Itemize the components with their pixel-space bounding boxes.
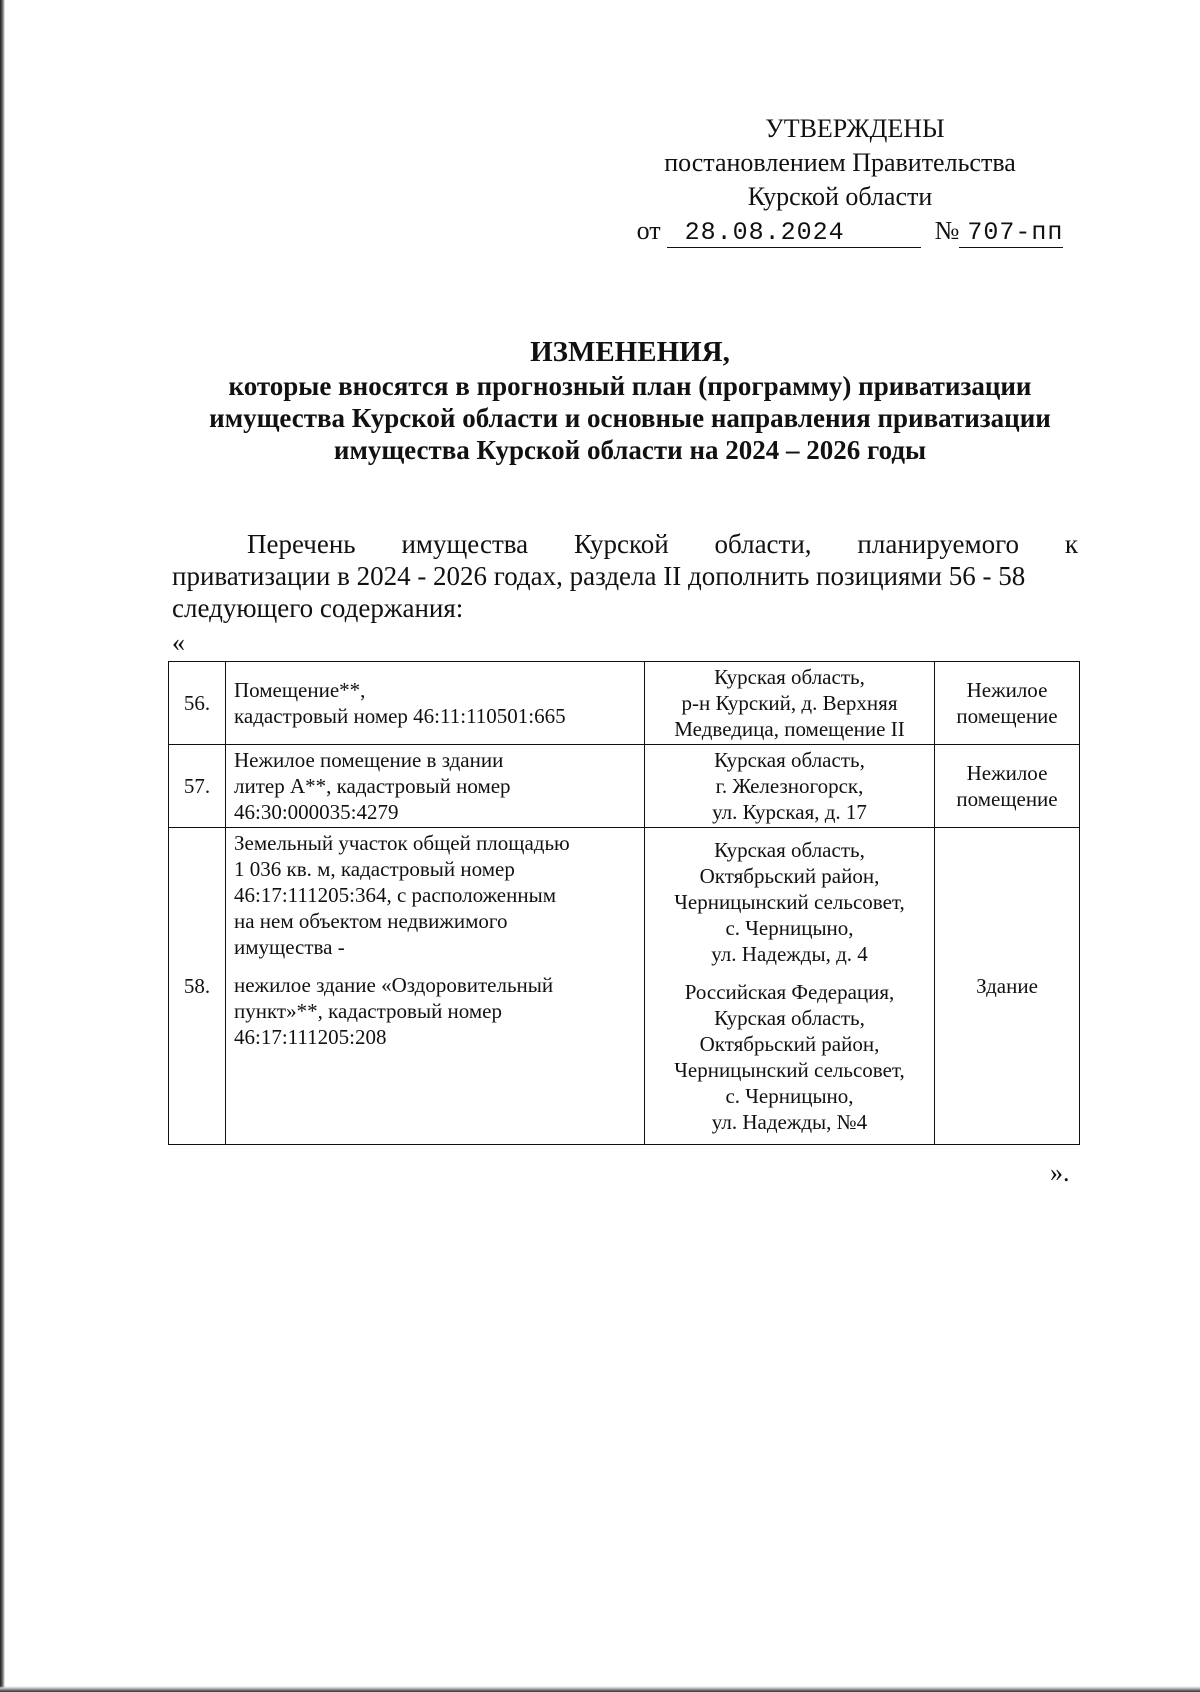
- desc-line: Земельный участок общей площадью: [234, 831, 570, 855]
- desc-line: 46:30:000035:4279: [234, 800, 399, 824]
- addr-line: г. Железногорск,: [715, 774, 864, 798]
- addr-line: Курская область,: [714, 665, 865, 689]
- desc-line: пункт»**, кадастровый номер: [234, 999, 503, 1023]
- addr-line: Курская область,: [714, 838, 865, 862]
- intro-word: Курской: [574, 529, 669, 559]
- intro-line-3: следующего содержания:: [172, 593, 464, 623]
- table-row: [169, 662, 1080, 745]
- title-line-3: имущества Курской области на 2024 – 2026 годы: [333, 435, 927, 465]
- desc-line: 46:17:111205:364, с расположенным: [234, 883, 557, 907]
- desc-line: на нем объектом недвижимого: [234, 909, 508, 933]
- scan-edge-bottom: [0, 1686, 1200, 1692]
- row-number: 57.: [169, 745, 226, 828]
- table-row: [169, 828, 1080, 1145]
- document-title: [160, 336, 1100, 466]
- addr-line: Курская область,: [714, 748, 865, 772]
- title-line-2: имущества Курской области и основные направления приватизации: [209, 403, 1051, 433]
- date-prefix: от: [636, 216, 661, 245]
- approval-line-1: постановлением Правительства: [664, 148, 1016, 177]
- desc-line: нежилое здание «Оздоровительный: [234, 973, 554, 997]
- number-prefix: №: [934, 216, 960, 245]
- intro-paragraph: [172, 528, 1078, 624]
- property-table: [168, 661, 1080, 1145]
- addr-line: Октябрьский район,: [699, 864, 880, 888]
- intro-word: Перечень: [247, 529, 356, 559]
- property-description: [226, 828, 645, 1145]
- addr-line: с. Черницыно,: [725, 1084, 854, 1108]
- intro-word: имущества: [401, 529, 529, 559]
- addr-line: р-н Курский, д. Верхняя: [681, 691, 898, 715]
- type-line: помещение: [956, 704, 1058, 728]
- property-address: [645, 828, 935, 1145]
- row-number: 56.: [169, 662, 226, 745]
- intro-word: к: [1064, 529, 1078, 559]
- title-line-1: которые вносятся в прогнозный план (программу) приватизации: [228, 371, 1032, 401]
- approval-date-line: [580, 214, 1120, 248]
- intro-word: области,: [714, 529, 812, 559]
- property-type: [935, 662, 1080, 745]
- addr-line: Черницынский сельсовет,: [674, 890, 905, 914]
- desc-line: имущества -: [234, 935, 345, 959]
- property-address: [645, 745, 935, 828]
- desc-line: Помещение**,: [234, 678, 366, 702]
- approval-date: 28.08.2024: [667, 219, 921, 248]
- addr-line: с. Черницыно,: [725, 916, 854, 940]
- desc-line: 46:17:111205:208: [234, 1025, 387, 1049]
- approval-title: УТВЕРЖДЕНЫ: [765, 114, 945, 143]
- type-line: Нежилое: [966, 678, 1048, 702]
- addr-line: ул. Курская, д. 17: [712, 800, 867, 824]
- property-address: [645, 662, 935, 745]
- approval-block: [560, 112, 1120, 248]
- close-quote: ».: [1050, 1158, 1070, 1187]
- addr-line: ул. Надежды, №4: [711, 1110, 868, 1134]
- desc-line: кадастровый номер 46:11:110501:665: [234, 704, 566, 728]
- row-number: 58.: [169, 828, 226, 1145]
- intro-word: планируемого: [857, 529, 1019, 559]
- approval-number: 707-пп: [959, 219, 1063, 248]
- intro-line-1: [172, 528, 1078, 560]
- property-type: [935, 828, 1080, 1145]
- desc-line: Нежилое помещение в здании: [234, 748, 504, 772]
- scan-edge-left: [0, 0, 5, 1692]
- addr-line: Российская Федерация,: [684, 980, 895, 1004]
- type-line: Нежилое: [966, 761, 1048, 785]
- property-description: [226, 662, 645, 745]
- paragraph-gap: [653, 967, 926, 979]
- paragraph-gap: [234, 960, 636, 972]
- addr-line: Курская область,: [714, 1006, 865, 1030]
- addr-line: Октябрьский район,: [699, 1032, 880, 1056]
- title-heading: ИЗМЕНЕНИЯ,: [530, 336, 730, 368]
- property-description: [226, 745, 645, 828]
- type-line: Здание: [976, 974, 1038, 998]
- property-type: [935, 745, 1080, 828]
- desc-line: 1 036 кв. м, кадастровый номер: [234, 857, 515, 881]
- addr-line: Медведица, помещение II: [674, 717, 905, 741]
- addr-line: Черницынский сельсовет,: [674, 1058, 905, 1082]
- intro-line-2: приватизации в 2024 - 2026 годах, раздела II дополнить позициями 56 - 58: [172, 561, 1026, 591]
- approval-line-2: Курской области: [747, 182, 933, 211]
- open-quote: «: [172, 628, 185, 657]
- table-row: [169, 745, 1080, 828]
- type-line: помещение: [956, 787, 1058, 811]
- desc-line: литер А**, кадастровый номер: [234, 774, 511, 798]
- addr-line: ул. Надежды, д. 4: [711, 942, 868, 966]
